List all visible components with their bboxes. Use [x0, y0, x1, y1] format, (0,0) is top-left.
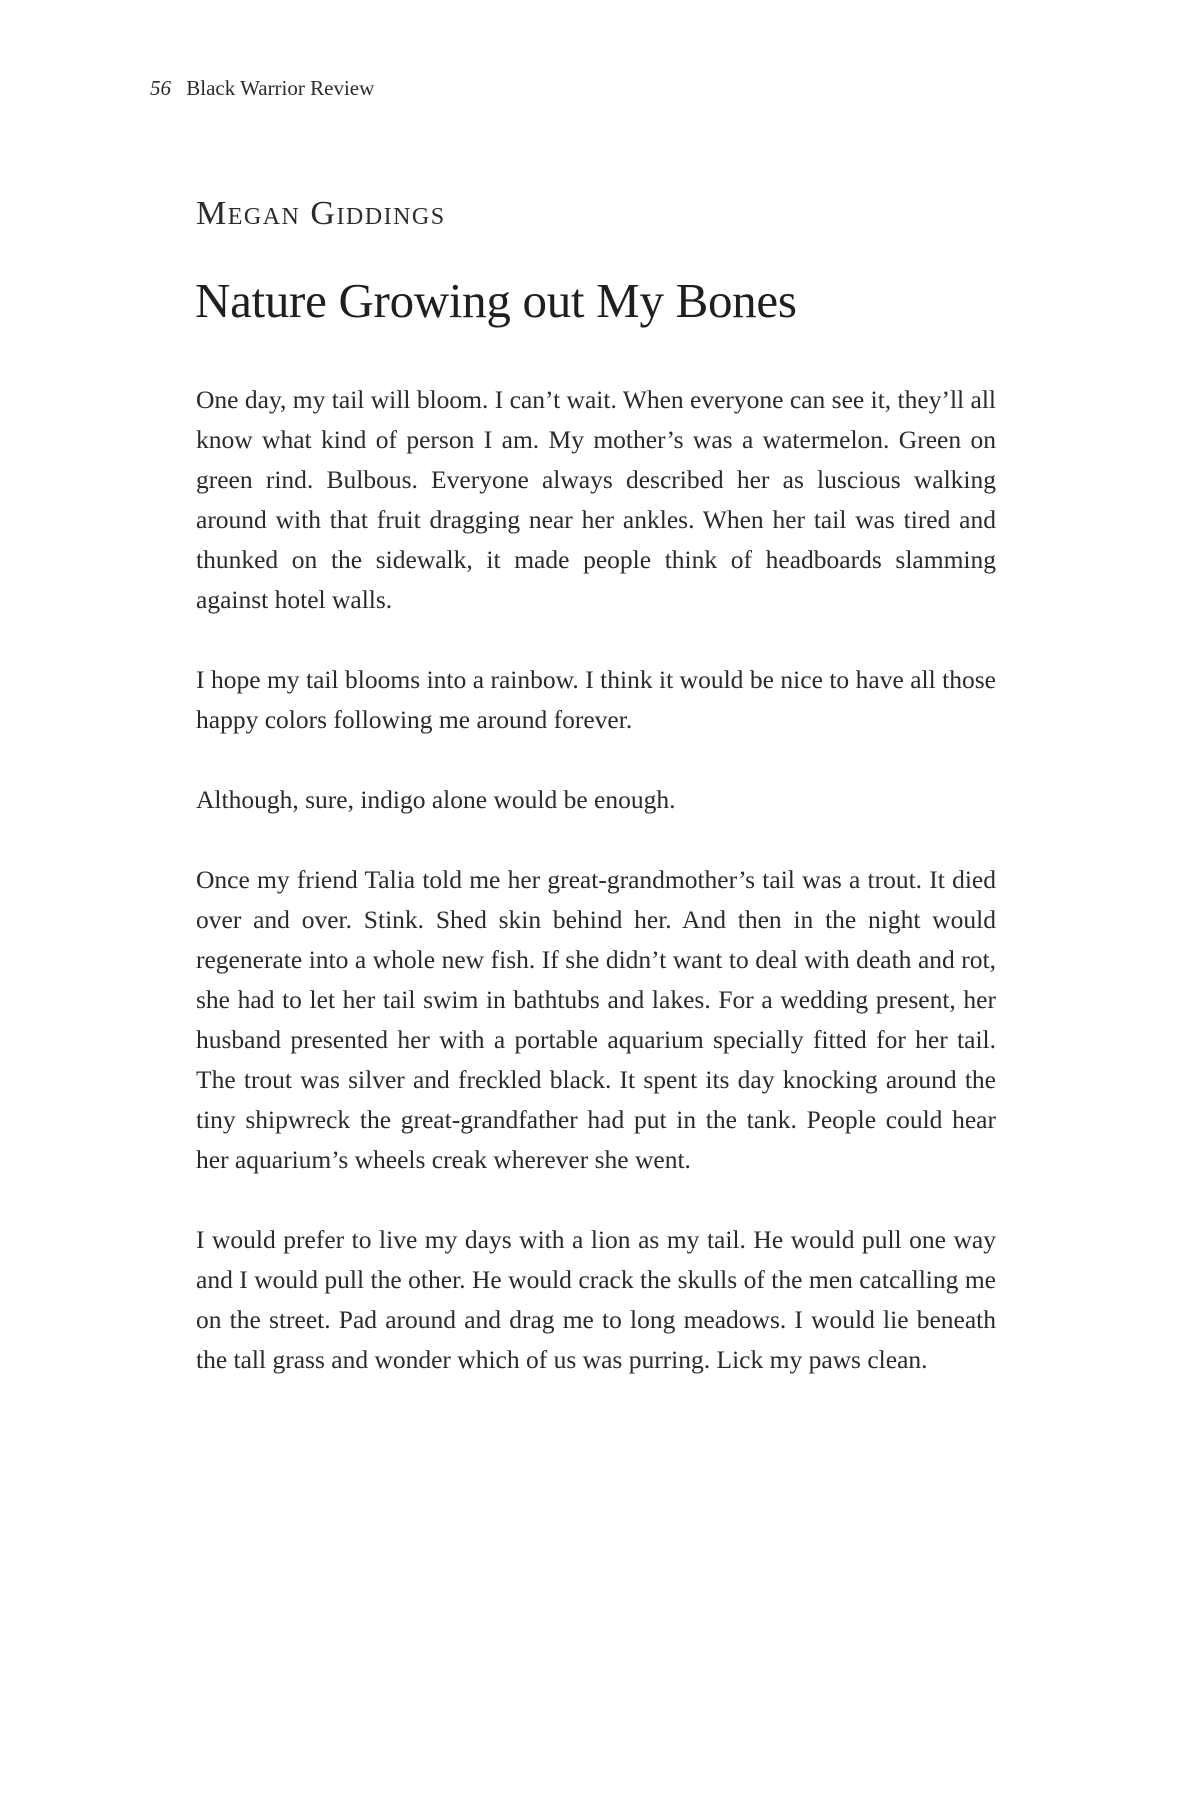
- paragraph-5: I would prefer to live my days with a lion as my tail. He would pull one way and I would pull the other. He would crack the skulls of the men catcalling me on the street. Pad around and drag me to long meadows. I would lie beneath the tall grass and wonder which of us was purring. Lick my paws clean.: [196, 1225, 996, 1374]
- paragraph-4: Once my friend Talia told me her great-grandmother’s tail was a trout. It died over and over. Stink. Shed skin behind her. And then in the night would regenerate into a whole new fish. If she didn’t want to deal with death and rot, she had to let her tail swim in bathtubs and lakes. For a wedding present, her husband presented her with a portable aquarium specially fitted for her tail. The trout was silver and freckled black. It spent its day knocking around the tiny shipwreck the great-grandfather had put in the tank. People could hear her aquarium’s wheels creak wherever she went.: [196, 865, 996, 1174]
- page-number: 56: [150, 76, 171, 100]
- author-name: Megan Giddings: [196, 195, 446, 232]
- running-header: [150, 76, 374, 101]
- paragraph-2: I hope my tail blooms into a rainbow. I think it would be nice to have all those happy colors following me around forever.: [196, 665, 996, 734]
- story-body: [196, 380, 996, 1420]
- journal-name: Black Warrior Review: [186, 76, 375, 100]
- story-title: Nature Growing out My Bones: [195, 273, 797, 328]
- paragraph-3: Although, sure, indigo alone would be enough.: [196, 785, 676, 814]
- paragraph-1: One day, my tail will bloom. I can’t wait. When everyone can see it, they’ll all know what kind of person I am. My mother’s was a watermelon. Green on green rind. Bulbous. Everyone always described her as luscious walking around with that fruit dragging near her ankles. When her tail was tired and thunked on the sidewalk, it made people think of headboards slamming against hotel walls.: [196, 385, 996, 614]
